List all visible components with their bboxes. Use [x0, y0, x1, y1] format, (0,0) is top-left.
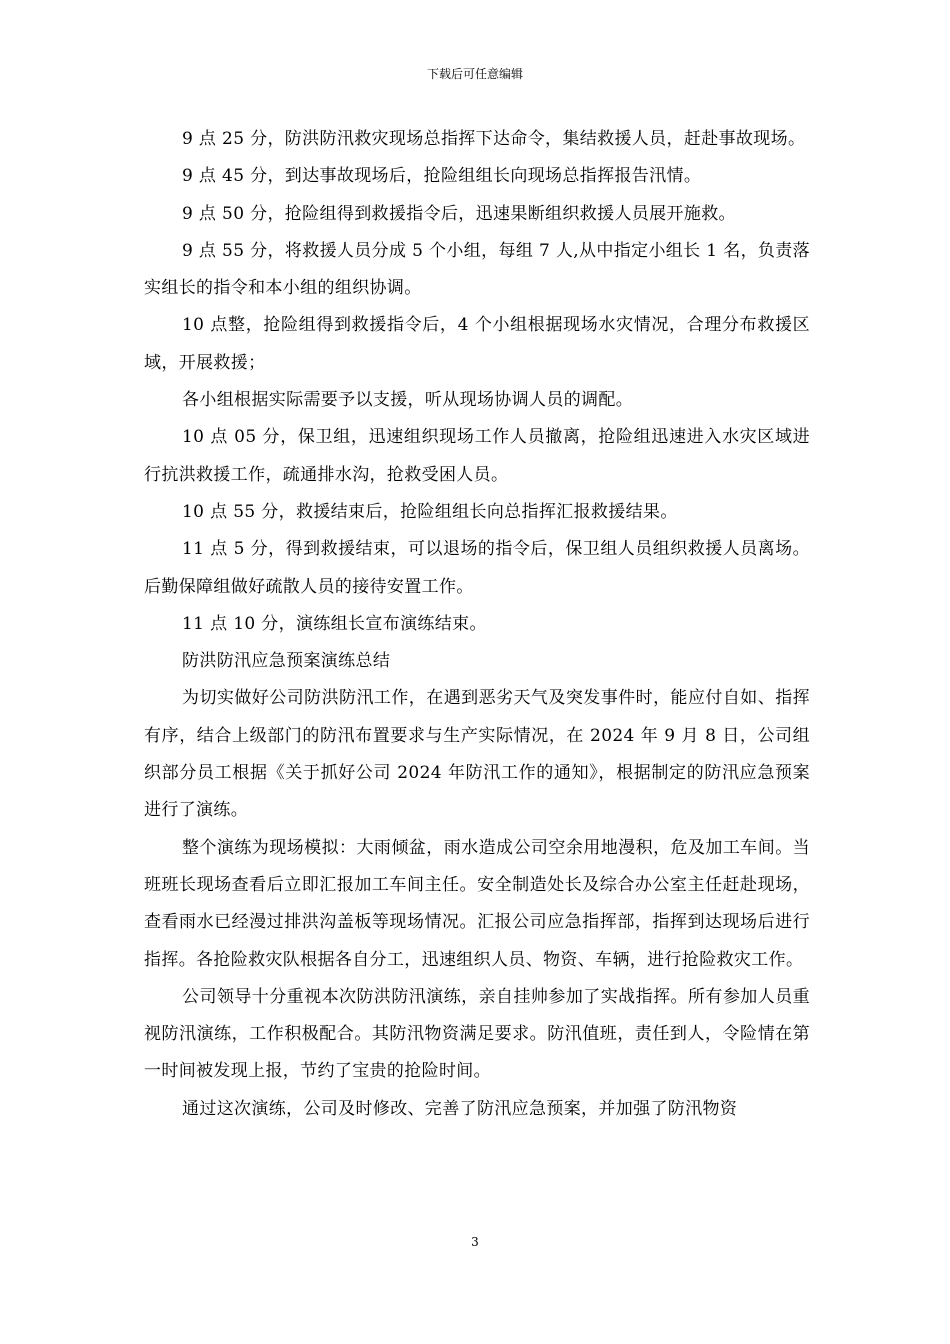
document-body	[144, 121, 810, 1128]
paragraph-10: 11 点 10 分，演练组长宣布演练结束。	[182, 613, 487, 634]
paragraph-5: 10 点整，抢险组得到救援指令后，4 个小组根据现场水灾情况，合理分布救援区域，开展救援；	[144, 315, 810, 373]
paragraph-15: 通过这次演练，公司及时修改、完善了防汛应急预案，并加强了防汛物资	[182, 1098, 738, 1119]
paragraph-2: 9 点 45 分，到达事故现场后，抢险组组长向现场总指挥报告汛情。	[182, 166, 702, 187]
paragraph-3: 9 点 50 分，抢险组得到救援指令后，迅速果断组织救援人员展开施救。	[182, 203, 736, 224]
paragraph-9: 11 点 5 分，得到救援结束，可以退场的指令后，保卫组人员组织救援人员离场。后勤保障组做好疏散人员的接待安置工作。	[144, 539, 810, 597]
paragraph-13: 整个演练为现场模拟：大雨倾盆，雨水造成公司空余用地漫积，危及加工车间。当班班长现场查看后立即汇报加工车间主任。安全制造处长及综合办公室主任赶赴现场，查看雨水已经漫过排洪沟盖板等现场情况。汇报公司应急指挥部，指挥到达现场后进行指挥。各抢险救灾队根据各自分工，迅速组织人员、物资、车辆，进行抢险救灾工作。	[144, 837, 810, 970]
section-heading: 防洪防汛应急预案演练总结	[182, 651, 391, 672]
paragraph-7: 10 点 05 分，保卫组，迅速组织现场工作人员撤离，抢险组迅速进入水灾区域进行抗洪救援工作，疏通排水沟，抢救受困人员。	[144, 427, 810, 485]
paragraph-1: 9 点 25 分，防洪防汛救灾现场总指挥下达命令，集结救援人员，赶赴事故现场。	[182, 129, 806, 149]
paragraph-4: 9 点 55 分，将救援人员分成 5 个小组，每组 7 人,从中指定小组长 1 名，负责落实组长的指令和本小组的组织协调。	[144, 240, 810, 299]
paragraph-14: 公司领导十分重视本次防洪防汛演练，亲自挂帅参加了实战指挥。所有参加人员重视防汛演练，工作积极配合。其防汛物资满足要求。防汛值班，责任到人，令险情在第一时间被发现上报，节约了宝贵的抢险时间。	[144, 986, 810, 1082]
page-header: 下载后可任意编辑	[426, 67, 523, 81]
paragraph-12: 为切实做好公司防洪防汛工作，在遇到恶劣天气及突发事件时，能应付自如、指挥有序，结合上级部门的防汛布置要求与生产实际情况，在 2024 年 9 月 8 日，公司组织部分员工根据《关于抓好公司 2024 年防汛工作的通知》，根据制定的防汛应急预案进行了演练。	[144, 688, 810, 821]
page-number: 3	[471, 1235, 479, 1249]
paragraph-8: 10 点 55 分，救援结束后，抢险组组长向总指挥汇报救援结果。	[182, 501, 678, 522]
paragraph-6: 各小组根据实际需要予以支援，听从现场协调人员的调配。	[182, 390, 634, 411]
